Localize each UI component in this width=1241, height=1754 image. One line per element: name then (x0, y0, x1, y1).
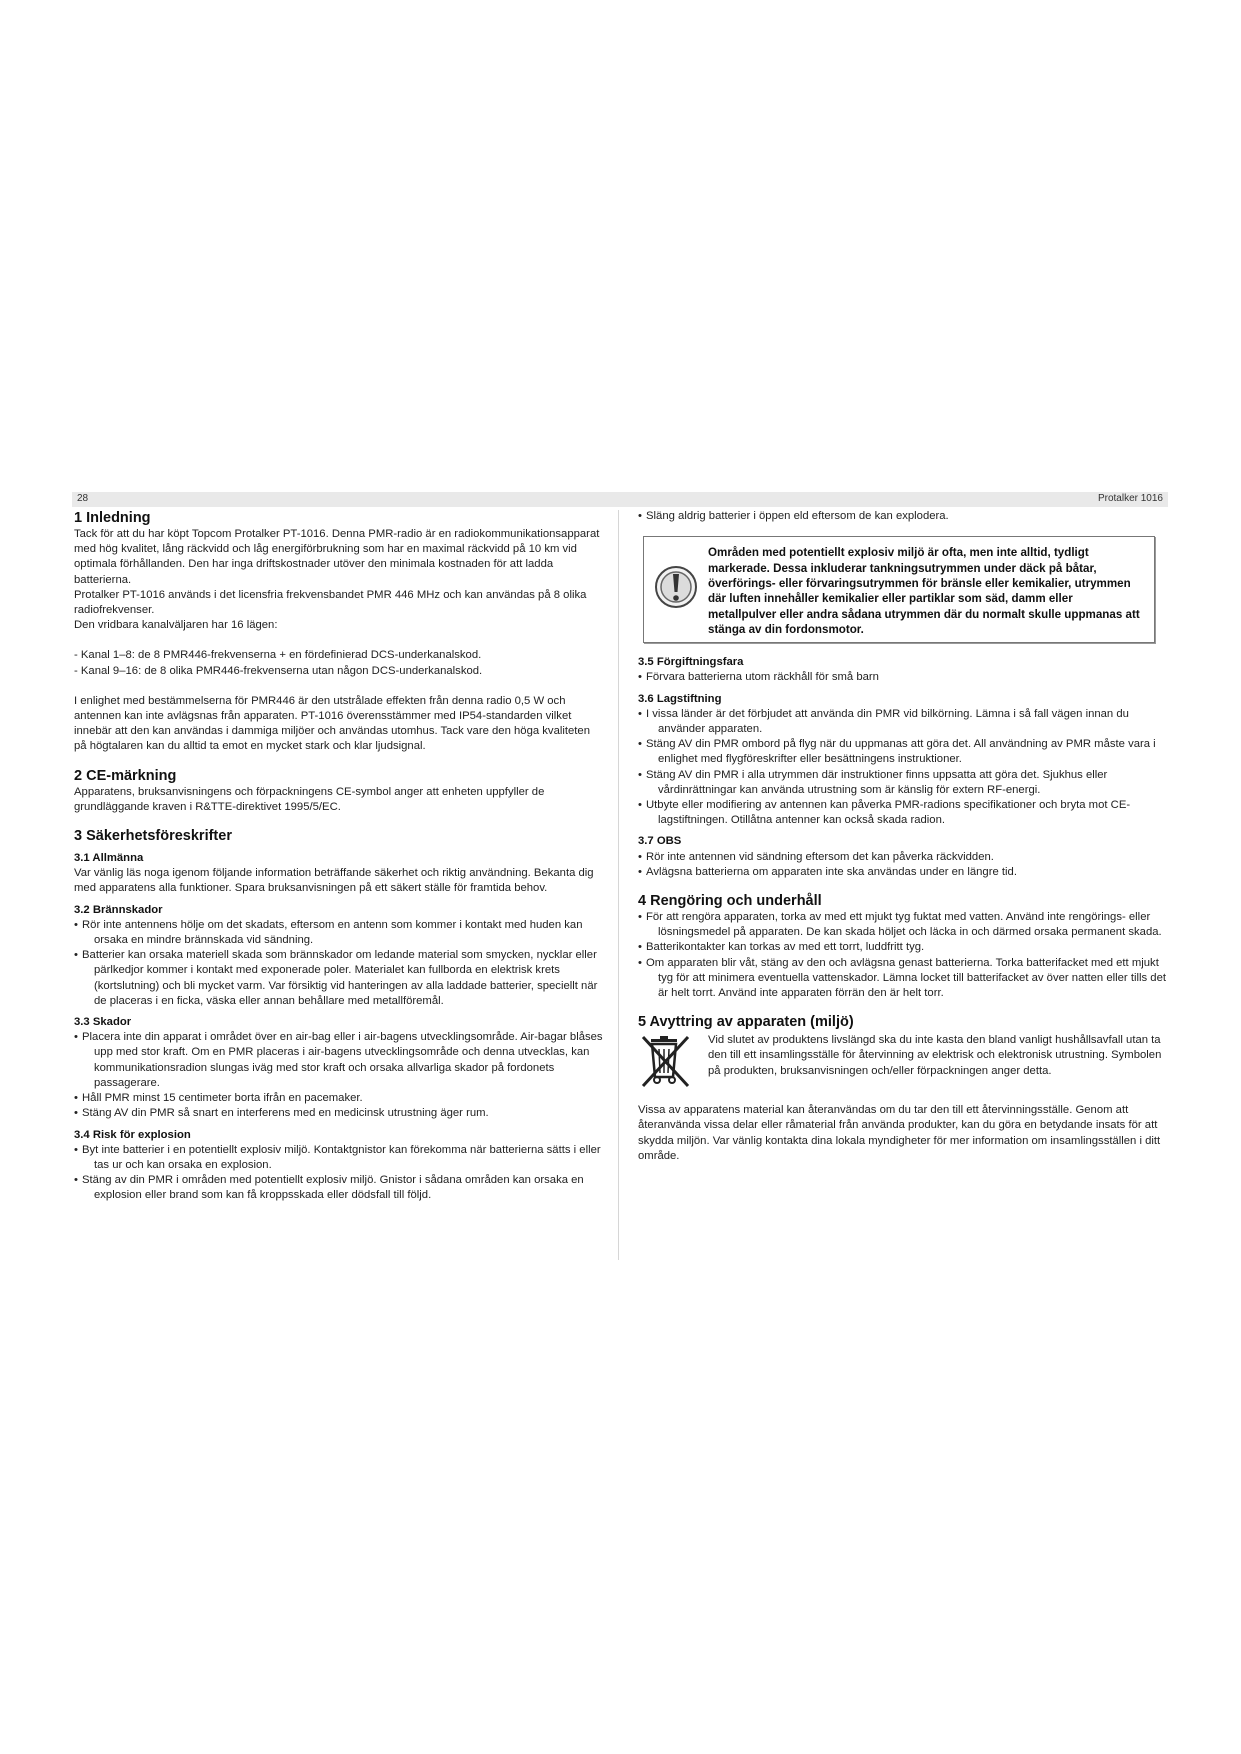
list-item: • För att rengöra apparaten, torka av med ett mjukt tyg fuktat med vatten. Använd inte rengörings- eller lösningsmedel på apparaten. De kan skada höljet och läcka in och därmed orsaka permanent skada. (638, 910, 1166, 940)
weee-block (638, 1033, 1166, 1091)
subsection-title-poison: 3.5 Förgiftningsfara (638, 656, 744, 669)
list-item: • Batterier kan orsaka materiell skada som brännskador om ledande material som smycken, nycklar eller pärlkedjor kommer i kontakt med exponerade poler. Materialet kan fullborda en elektrisk krets (kortslutning) och bli mycket varm. Var försiktig vid hanteringen av alla laddade batterier, speciellt när de placeras i en ficka, väska eller annan behållare med metallföremål. (74, 948, 604, 1009)
product-name: Protalker 1016 (1097, 493, 1163, 504)
list-item: • Rör inte antennens hölje om det skadats, eftersom en antenn som kommer i kontakt med huden kan orsaka en mindre brännskada vid sändning. (74, 918, 604, 948)
subsection-title-note: 3.7 OBS (638, 835, 682, 848)
list-item: • Förvara batterierna utom räckhåll för små barn (638, 670, 1166, 685)
section-title-inledning: 1 Inledning (74, 510, 151, 526)
list-item: • Stäng AV din PMR i alla utrymmen där instruktioner finns uppsatta att göra det. Sjukhus eller vårdinrättningar kan använda utrustning som är känslig för extern RF-energi. (638, 768, 1166, 798)
channel-range-1: - Kanal 1–8: de 8 PMR446-frekvenserna + en fördefinierad DCS-underkanalskod. (74, 649, 482, 662)
subsection-title-legislation: 3.6 Lagstiftning (638, 692, 722, 705)
list-item: • Om apparaten blir våt, stäng av den och avlägsna genast batterierna. Torka batterifacket med ett mjukt tyg för att minimera eventuella vattenskador. Lämna locket till batterifacket av över natten eller tills det är helt torrt. Använd inte apparaten förrän den är helt torr. (638, 956, 1166, 1002)
recycle-paragraph: Vissa av apparatens material kan återanvändas om du tar den till ett återvinningsställe. Genom att återanvända vissa delar eller råmaterial från använda produkter, kan du göra en betydande insats för att skydda miljön. Var vänlig kontakta dina lokala myndigheter för mer information om insamlingsställen i ditt område. (638, 1104, 1161, 1162)
list-item: • Placera inte din apparat i området över en air-bag eller i air-bagens utvecklingsområde. Air-bagar blåses upp med stor kraft. Om en PMR placeras i air-bagens utvecklingsområde och denna utvecklas, kan kommunikationsradion slungas iväg med stor kraft och orsaka allvarliga skador på fordonets passagerare. (74, 1030, 604, 1091)
list-item: • Batterikontakter kan torkas av med ett torrt, luddfritt tyg. (638, 940, 1166, 955)
subsection-title-damage: 3.3 Skador (74, 1016, 132, 1029)
list-item: • Stäng AV din PMR ombord på flyg när du uppmanas att göra det. All användning av PMR måste vara i enlighet med flygföreskrifter eller besättningens instruktioner. (638, 737, 1166, 767)
section-title-disposal: 5 Avyttring av apparaten (miljö) (638, 1014, 854, 1031)
list-item: • Avlägsna batterierna om apparaten inte ska användas under en längre tid. (638, 865, 1166, 880)
ce-paragraph: Apparatens, bruksanvisningens och förpackningens CE-symbol anger att enheten uppfyller de grundläggande kraven i R&TTE-direktivet 1995/5/EC. (74, 785, 545, 813)
list-item: • Håll PMR minst 15 centimeter borta ifrån en pacemaker. (74, 1091, 604, 1106)
channel-range-2: - Kanal 9–16: de 8 olika PMR446-frekvenserna utan någon DCS-underkanalskod. (74, 664, 483, 677)
subsection-title-burns: 3.2 Brännskador (74, 903, 163, 916)
list-item: • Släng aldrig batterier i öppen eld eftersom de kan explodera. (638, 509, 1166, 524)
list-item: • Rör inte antennen vid sändning eftersom det kan påverka räckvidden. (638, 850, 1166, 865)
licence-paragraph: Protalker PT-1016 används i det licensfria frekvensbandet PMR 446 MHz och kan användas på 8 olika radiofrekvenser. (74, 588, 587, 617)
section-title-safety: 3 Säkerhetsföreskrifter (74, 828, 232, 845)
list-item: • I vissa länder är det förbjudet att använda din PMR vid bilkörning. Lämna i så fall vägen innan du använder apparaten. (638, 707, 1166, 737)
general-paragraph: Var vänlig läs noga igenom följande information beträffande säkerhet och riktig användning. Bekanta dig med apparatens alla funktioner. Spara bruksanvisningen på ett säkert ställe för framtida behov. (74, 867, 594, 895)
exclamation-warning-icon (654, 565, 698, 609)
power-paragraph: I enlighet med bestämmelserna för PMR446 är den utstrålade effekten från denna radio 0,5 W och antennen kan inte avlägsnas från apparaten. PT-1016 överensstämmer med IP54-standarden vilket innebär att den kan användas i dammiga miljöer och användas utomhus. Tack vare den höga kvaliteten på högtalaren kan du alltid ta emot en mycket stark och klar ljudsignal. (74, 694, 590, 753)
section-title-ce: 2 CE-märkning (74, 767, 177, 784)
crossed-out-wheelie-bin-icon (638, 1033, 696, 1091)
list-item: • Byt inte batterier i en potentiellt explosiv miljö. Kontaktgnistor kan förekomma när batterierna sätts i eller tas ur och kan orsaka en explosion. (74, 1143, 604, 1173)
page-header (72, 492, 1168, 507)
section-title-cleaning: 4 Rengöring och underhåll (638, 893, 822, 910)
selector-paragraph: Den vridbara kanalväljaren har 16 lägen: (74, 619, 278, 632)
warning-text: Områden med potentiellt explosiv miljö är ofta, men inte alltid, tydligt markerade. Dessa inkluderar tankningsutrymmen under däck på båtar, överförings- eller förvaringsutrymmen för bränsle eller kemikalier, utrymmen där luften innehåller kemikalier eller partiklar som säd, damm eller metallpulver eller andra sådana utrymmen där du normalt skulle uppmanas att stänga av din fordonsmotor. (708, 546, 1140, 637)
page-number: 28 (77, 493, 89, 504)
right-column (638, 509, 1166, 1164)
list-item: • Stäng av din PMR i områden med potentiellt explosiv miljö. Gnistor i sådana områden kan orsaka en explosion eller brand som kan få kroppsskada eller dödsfall till följd. (74, 1173, 604, 1203)
subsection-title-general: 3.1 Allmänna (74, 852, 144, 865)
warning-box (643, 536, 1155, 643)
subsection-title-explosion: 3.4 Risk för explosion (74, 1128, 191, 1141)
left-column (74, 509, 604, 1204)
intro-paragraph: Tack för att du har köpt Topcom Protalker PT-1016. Denna PMR-radio är en radiokommunikationsapparat med hög kvalitet, lång räckvidd och låg energiförbrukning som har en maximal räckvidd på 10 km vid optimala förhållanden. Den har inga driftskostnader utöver den minimala kostnaden för att ladda batterierna. (74, 528, 600, 586)
list-item: • Utbyte eller modifiering av antennen kan påverka PMR-radions specifikationer och bryta mot CE-lagstiftningen. Otillåtna antenner kan också skada radion. (638, 798, 1166, 828)
column-divider (618, 510, 619, 1260)
weee-text: Vid slutet av produktens livslängd ska du inte kasta den bland vanligt hushållsavfall utan ta den till ett insamlingsställe för återvinning av elektrisk och elektronisk utrustning. Symbolen på produkten, bruksanvisningen och/eller förpackningen anger detta. (708, 1034, 1162, 1077)
list-item: • Stäng AV din PMR så snart en interferens med en medicinsk utrustning äger rum. (74, 1106, 604, 1121)
